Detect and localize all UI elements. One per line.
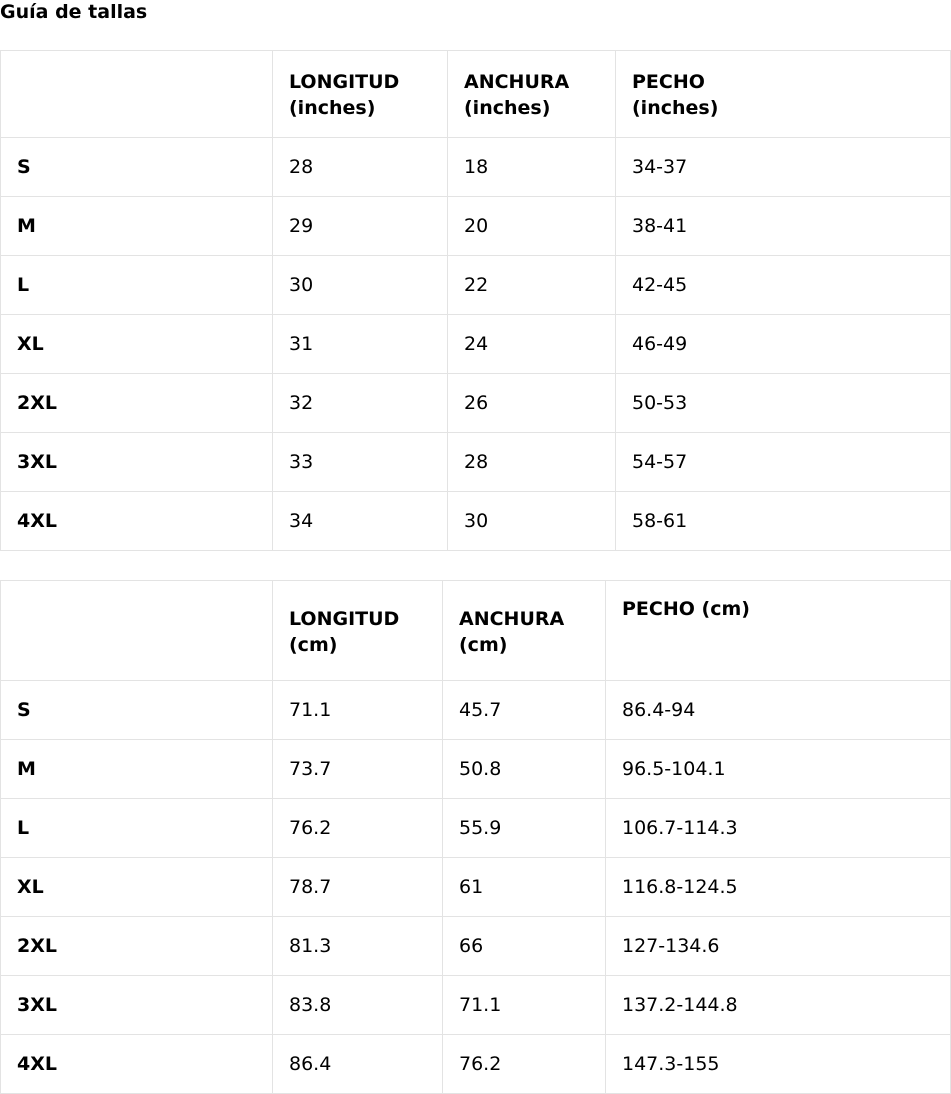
header-length	[273, 51, 448, 138]
chest-cell: 147.3-155	[606, 1035, 951, 1094]
length-cell: 71.1	[273, 681, 443, 740]
table-row	[1, 256, 951, 315]
size-label-cell: 4XL	[1, 492, 273, 551]
size-label-cell: XL	[1, 858, 273, 917]
width-cell: 66	[443, 917, 606, 976]
header-length-line2: (cm)	[289, 633, 338, 656]
size-label-cell: M	[1, 740, 273, 799]
table-header-row	[1, 51, 951, 138]
width-cell: 30	[448, 492, 616, 551]
length-cell: 29	[273, 197, 448, 256]
header-size	[1, 51, 273, 138]
size-label-cell: L	[1, 256, 273, 315]
chest-cell: 38-41	[616, 197, 951, 256]
chest-cell: 116.8-124.5	[606, 858, 951, 917]
length-cell: 28	[273, 138, 448, 197]
header-chest	[606, 581, 951, 681]
length-cell: 32	[273, 374, 448, 433]
table-row	[1, 492, 951, 551]
table-row	[1, 799, 951, 858]
size-table-inches	[0, 50, 951, 551]
chest-cell: 42-45	[616, 256, 951, 315]
chest-cell: 50-53	[616, 374, 951, 433]
size-label-cell: 3XL	[1, 976, 273, 1035]
table-row	[1, 197, 951, 256]
table-row	[1, 433, 951, 492]
table-row	[1, 315, 951, 374]
width-cell: 50.8	[443, 740, 606, 799]
table-row	[1, 138, 951, 197]
header-chest-line2: (inches)	[632, 97, 719, 119]
length-cell: 81.3	[273, 917, 443, 976]
chest-cell: 58-61	[616, 492, 951, 551]
width-cell: 26	[448, 374, 616, 433]
header-length-line1: LONGITUD	[289, 71, 400, 93]
table-row	[1, 1035, 951, 1094]
chest-cell: 96.5-104.1	[606, 740, 951, 799]
size-label-cell: XL	[1, 315, 273, 374]
length-cell: 34	[273, 492, 448, 551]
table-row	[1, 374, 951, 433]
length-cell: 30	[273, 256, 448, 315]
size-label-cell: 3XL	[1, 433, 273, 492]
header-width	[443, 581, 606, 681]
chest-cell: 137.2-144.8	[606, 976, 951, 1035]
chest-cell: 106.7-114.3	[606, 799, 951, 858]
length-cell: 83.8	[273, 976, 443, 1035]
width-cell: 61	[443, 858, 606, 917]
size-table-inches-container[interactable]	[0, 50, 736, 551]
size-label-cell: 4XL	[1, 1035, 273, 1094]
table-row	[1, 858, 951, 917]
size-label-cell: S	[1, 138, 273, 197]
length-cell: 33	[273, 433, 448, 492]
table-row	[1, 681, 951, 740]
header-chest	[616, 51, 951, 138]
header-length-line1: LONGITUD	[289, 607, 400, 630]
chest-cell: 34-37	[616, 138, 951, 197]
chest-cell: 46-49	[616, 315, 951, 374]
size-table-cm	[0, 580, 951, 1094]
header-width-line1: ANCHURA	[464, 71, 570, 93]
size-label-cell: L	[1, 799, 273, 858]
width-cell: 20	[448, 197, 616, 256]
size-label-cell: M	[1, 197, 273, 256]
header-size	[1, 581, 273, 681]
header-length-line2: (inches)	[289, 97, 376, 119]
width-cell: 76.2	[443, 1035, 606, 1094]
length-cell: 78.7	[273, 858, 443, 917]
header-width-line1: ANCHURA	[459, 607, 565, 630]
table-row	[1, 740, 951, 799]
width-cell: 22	[448, 256, 616, 315]
header-width-line2: (cm)	[459, 633, 508, 656]
width-cell: 55.9	[443, 799, 606, 858]
length-cell: 31	[273, 315, 448, 374]
length-cell: 76.2	[273, 799, 443, 858]
chest-cell: 86.4-94	[606, 681, 951, 740]
width-cell: 18	[448, 138, 616, 197]
width-cell: 71.1	[443, 976, 606, 1035]
size-label-cell: 2XL	[1, 374, 273, 433]
header-width-line2: (inches)	[464, 97, 551, 119]
table-row	[1, 917, 951, 976]
header-chest-line1: PECHO	[632, 71, 705, 93]
table-header-row	[1, 581, 951, 681]
length-cell: 86.4	[273, 1035, 443, 1094]
page-title: Guía de tallas	[0, 1, 148, 23]
table-row	[1, 976, 951, 1035]
size-table-cm-container[interactable]	[0, 580, 750, 1094]
header-width	[448, 51, 616, 138]
chest-cell: 54-57	[616, 433, 951, 492]
width-cell: 45.7	[443, 681, 606, 740]
header-chest-line1: PECHO (cm)	[622, 598, 750, 620]
size-label-cell: S	[1, 681, 273, 740]
size-label-cell: 2XL	[1, 917, 273, 976]
length-cell: 73.7	[273, 740, 443, 799]
chest-cell: 127-134.6	[606, 917, 951, 976]
width-cell: 24	[448, 315, 616, 374]
width-cell: 28	[448, 433, 616, 492]
header-length	[273, 581, 443, 681]
